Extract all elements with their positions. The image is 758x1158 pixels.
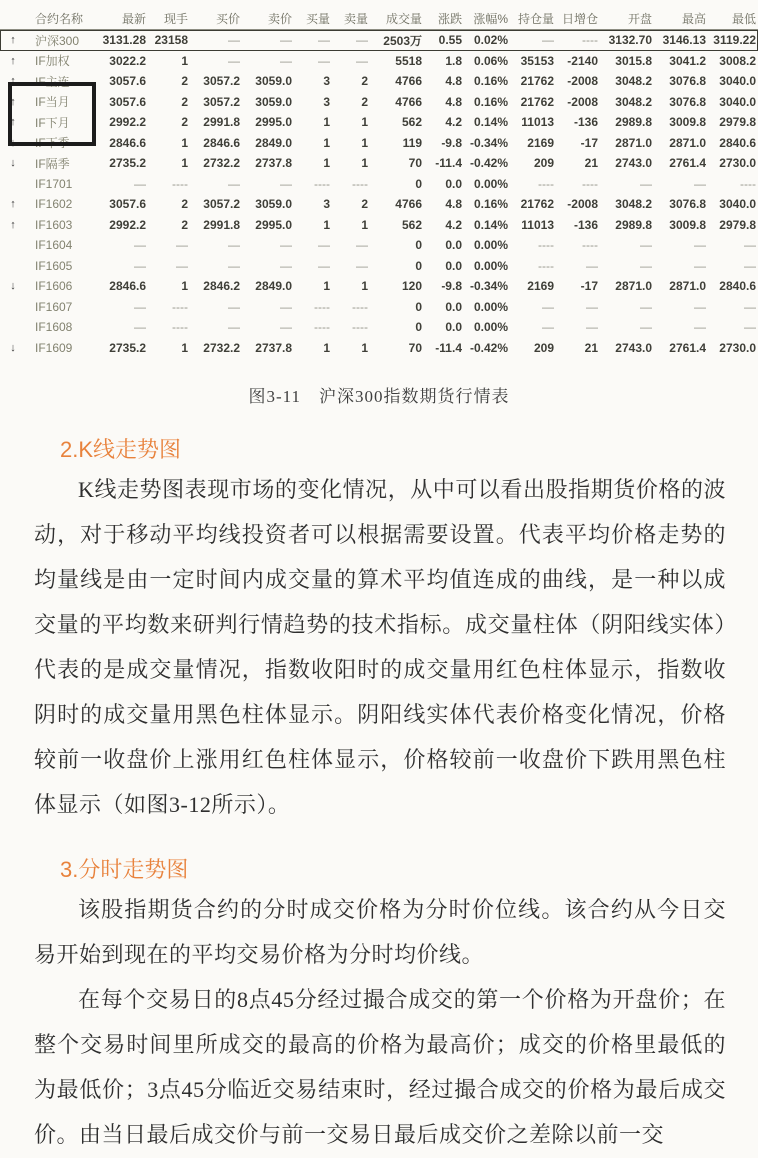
cell: 209: [533, 340, 554, 355]
table-row[interactable]: [0, 215, 758, 236]
cell: ----: [352, 176, 368, 191]
cell: 1: [181, 53, 188, 68]
cell: 0.14%: [473, 217, 508, 232]
section-timeshare: [34, 855, 726, 1157]
cell: 0.16%: [473, 197, 508, 212]
cell: 3057.2: [203, 94, 240, 109]
paragraph: 该股指期货合约的分时成交价格为分时价位线。该合约从今日交易开始到现在的平均交易价格为分时均价线。: [34, 897, 726, 967]
cell: —: [134, 238, 146, 253]
cell: 3040.0: [719, 74, 756, 89]
cell: 562: [401, 115, 422, 130]
cell: 2979.8: [719, 217, 756, 232]
column-header: 持仓量: [517, 12, 554, 26]
cell: 4766: [395, 197, 422, 212]
cell: 3057.6: [109, 74, 146, 89]
cell: 3059.0: [255, 197, 292, 212]
contract-name: IF1608: [35, 320, 73, 335]
contract-name: IF隔季: [35, 156, 70, 171]
cell: —: [318, 258, 330, 273]
cell: -17: [580, 279, 598, 294]
contract-name: IF1607: [35, 299, 73, 314]
section-kline: [34, 435, 726, 827]
cell: —: [356, 33, 368, 48]
cell: 2992.2: [109, 115, 146, 130]
cell: —: [134, 258, 146, 273]
column-header: 涨幅%: [473, 12, 508, 26]
cell: 2992.2: [109, 217, 146, 232]
cell: —: [228, 299, 240, 314]
column-header: 卖量: [343, 12, 368, 26]
cell: 70: [408, 340, 422, 355]
cell: 3015.8: [615, 53, 652, 68]
cell: 4.8: [445, 197, 462, 212]
cell: —: [640, 299, 652, 314]
cell: 2: [181, 217, 188, 232]
cell: 2871.0: [615, 279, 652, 294]
cell: 209: [533, 156, 554, 171]
column-header: 现手: [163, 12, 188, 26]
cell: 120: [401, 279, 422, 294]
cell: ----: [314, 320, 330, 335]
cell: 3041.2: [669, 53, 706, 68]
cell: ----: [538, 176, 554, 191]
cell: 0.0: [445, 238, 462, 253]
cell: 2761.4: [669, 340, 706, 355]
cell: -0.42%: [469, 156, 508, 171]
cell: —: [280, 238, 292, 253]
column-header: 买价: [215, 12, 240, 26]
cell: 1: [323, 115, 330, 130]
cell: 0.02%: [473, 33, 508, 48]
cell: 3040.0: [719, 197, 756, 212]
contract-name: IF当月: [35, 95, 70, 110]
table-row[interactable]: [0, 153, 758, 174]
cell: 2991.8: [203, 217, 240, 232]
cell: 1: [361, 156, 368, 171]
table-row[interactable]: [0, 133, 758, 154]
cell: ----: [352, 320, 368, 335]
cell: 2995.0: [255, 217, 292, 232]
cell: 23158: [154, 33, 188, 48]
cell: —: [542, 320, 554, 335]
cell: —: [744, 238, 756, 253]
cell: —: [542, 33, 554, 48]
cell: ----: [314, 176, 330, 191]
cell: 1: [181, 340, 188, 355]
cell: 3048.2: [615, 74, 652, 89]
cell: 1: [181, 135, 188, 150]
cell: 3076.8: [669, 74, 706, 89]
cell: -17: [580, 135, 598, 150]
cell: 3146.13: [662, 33, 706, 48]
cell: 3059.0: [255, 94, 292, 109]
cell: 1: [181, 156, 188, 171]
cell: 3: [323, 94, 330, 109]
cell: 1.8: [445, 53, 462, 68]
cell: 3076.8: [669, 197, 706, 212]
cell: -2008: [567, 197, 598, 212]
cell: 1: [323, 217, 330, 232]
table-row[interactable]: [0, 194, 758, 215]
column-header: 成交量: [385, 12, 422, 26]
cell: ----: [740, 176, 756, 191]
cell: -0.34%: [469, 279, 508, 294]
cell: 0.0: [445, 176, 462, 191]
cell: —: [134, 320, 146, 335]
cell: -11.4: [435, 340, 462, 355]
cell: 2743.0: [615, 156, 652, 171]
cell: 2: [181, 94, 188, 109]
cell: -0.34%: [469, 135, 508, 150]
cell: 2732.2: [203, 156, 240, 171]
contract-name: IF下月: [35, 115, 70, 130]
cell: —: [356, 238, 368, 253]
cell: 2737.8: [255, 340, 292, 355]
cell: 21762: [520, 94, 554, 109]
cell: —: [228, 258, 240, 273]
cell: —: [586, 258, 598, 273]
cell: —: [542, 299, 554, 314]
cell: 2: [181, 197, 188, 212]
cell: 3131.28: [102, 33, 146, 48]
cell: —: [356, 258, 368, 273]
cell: 2849.0: [255, 135, 292, 150]
cell: 3076.8: [669, 94, 706, 109]
cell: 2871.0: [669, 279, 706, 294]
cell: —: [228, 238, 240, 253]
figure-caption: [0, 382, 758, 407]
contract-name: IF主连: [35, 74, 70, 89]
cell: —: [176, 258, 188, 273]
cell: 3048.2: [615, 94, 652, 109]
cell: 0.55: [438, 33, 462, 48]
cell: 3057.6: [109, 94, 146, 109]
cell: 2: [181, 115, 188, 130]
up-arrow-icon: ↑: [10, 95, 16, 108]
up-arrow-icon: ↑: [10, 198, 16, 211]
cell: —: [280, 176, 292, 191]
table-row[interactable]: [0, 256, 758, 277]
cell: -0.42%: [469, 340, 508, 355]
column-header: 最低: [731, 12, 756, 26]
cell: 21762: [520, 197, 554, 212]
cell: 11013: [521, 217, 554, 232]
cell: 0.00%: [473, 258, 508, 273]
cell: —: [318, 238, 330, 253]
cell: 3022.2: [109, 53, 146, 68]
cell: —: [228, 176, 240, 191]
cell: 3008.2: [719, 53, 756, 68]
cell: 2846.6: [203, 135, 240, 150]
cell: 2871.0: [615, 135, 652, 150]
up-arrow-icon: ↑: [10, 34, 16, 47]
cell: -9.8: [441, 135, 462, 150]
body-text: [34, 435, 726, 1157]
table-row[interactable]: [0, 51, 758, 72]
cell: -2140: [567, 53, 598, 68]
contract-name: IF下季: [35, 136, 70, 151]
cell: 2846.6: [109, 135, 146, 150]
section-heading: 2.K线走势图: [60, 437, 182, 462]
cell: ----: [582, 238, 598, 253]
cell: —: [640, 238, 652, 253]
cell: 0: [415, 299, 422, 314]
column-header: 合约名称: [34, 12, 83, 26]
table-row[interactable]: [0, 112, 758, 133]
cell: 4.8: [445, 94, 462, 109]
cell: —: [744, 258, 756, 273]
contract-name: IF1606: [35, 279, 73, 294]
cell: ----: [582, 33, 598, 48]
cell: —: [694, 238, 706, 253]
cell: 2979.8: [719, 115, 756, 130]
cell: 1: [361, 279, 368, 294]
cell: ----: [538, 238, 554, 253]
cell: 4766: [395, 94, 422, 109]
cell: 1: [323, 156, 330, 171]
cell: 4766: [395, 74, 422, 89]
contract-name: IF1605: [35, 258, 73, 273]
figure-caption-label: 图3-11: [248, 387, 302, 406]
cell: -9.8: [441, 279, 462, 294]
cell: —: [744, 299, 756, 314]
cell: 3: [323, 74, 330, 89]
cell: —: [586, 320, 598, 335]
cell: 2: [361, 197, 368, 212]
cell: 2737.8: [255, 156, 292, 171]
cell: 2730.0: [719, 340, 756, 355]
cell: 3057.6: [109, 197, 146, 212]
contract-name: IF1701: [35, 176, 73, 191]
cell: 2730.0: [719, 156, 756, 171]
cell: ----: [172, 299, 188, 314]
cell: 0.0: [445, 320, 462, 335]
contract-name: IF1602: [35, 197, 73, 212]
cell: 5518: [395, 53, 422, 68]
cell: 2761.4: [669, 156, 706, 171]
cell: 2846.2: [203, 279, 240, 294]
down-arrow-icon: ↓: [10, 157, 16, 170]
cell: ----: [582, 176, 598, 191]
cell: 0: [415, 258, 422, 273]
column-header: 最新: [121, 12, 146, 26]
cell: —: [640, 176, 652, 191]
cell: 21: [584, 156, 598, 171]
cell: ----: [172, 320, 188, 335]
cell: 2743.0: [615, 340, 652, 355]
contract-name: IF1603: [35, 217, 73, 232]
down-arrow-icon: ↓: [10, 280, 16, 293]
down-arrow-icon: ↓: [10, 341, 16, 354]
cell: -11.4: [435, 156, 462, 171]
cell: 2871.0: [669, 135, 706, 150]
section-heading: 3.分时走势图: [60, 857, 189, 882]
up-arrow-icon: ↑: [10, 75, 16, 88]
cell: 2: [181, 74, 188, 89]
cell: -136: [573, 217, 598, 232]
cell: 2169: [527, 279, 554, 294]
cell: 1: [323, 340, 330, 355]
column-header: 卖价: [267, 12, 292, 26]
cell: —: [694, 299, 706, 314]
cell: —: [134, 299, 146, 314]
cell: —: [280, 299, 292, 314]
cell: 2995.0: [255, 115, 292, 130]
cell: 2840.6: [719, 279, 756, 294]
cell: 2840.6: [719, 135, 756, 150]
cell: 3048.2: [615, 197, 652, 212]
cell: 4.2: [445, 115, 462, 130]
cell: —: [228, 320, 240, 335]
cell: 3057.2: [203, 74, 240, 89]
contract-name: IF1604: [35, 238, 73, 253]
cell: 35153: [520, 53, 554, 68]
cell: —: [318, 53, 330, 68]
cell: 1: [361, 340, 368, 355]
contract-name: IF1609: [35, 340, 73, 355]
cell: 70: [408, 156, 422, 171]
up-arrow-icon: ↑: [10, 54, 16, 67]
futures-quote-table: [0, 8, 758, 358]
table-row[interactable]: [0, 92, 758, 113]
cell: 1: [323, 135, 330, 150]
cell: —: [280, 320, 292, 335]
table-row[interactable]: [0, 30, 758, 51]
cell: 562: [401, 217, 422, 232]
section-paragraphs: [34, 887, 726, 1157]
paragraph: 在每个交易日的8点45分经过撮合成交的第一个价格为开盘价；在整个交易时间里所成交的最高的价格为最高价；成交的价格里最低的为最低价；3点45分临近交易结束时，经过撮合成交的价格为最后成交价。由当日最后成交价与前一交易日最后成交价之差除以前一交: [34, 987, 726, 1147]
table-row[interactable]: [0, 317, 758, 338]
column-header: 买量: [305, 12, 330, 26]
table-row[interactable]: [0, 71, 758, 92]
cell: 0.00%: [473, 238, 508, 253]
cell: 1: [181, 279, 188, 294]
cell: —: [694, 320, 706, 335]
cell: 1: [361, 135, 368, 150]
cell: 3057.2: [203, 197, 240, 212]
table-body: [0, 30, 758, 358]
cell: 3040.0: [719, 94, 756, 109]
cell: 0.16%: [473, 74, 508, 89]
cell: 21: [584, 340, 598, 355]
cell: 2735.2: [109, 156, 146, 171]
cell: 119: [402, 135, 422, 150]
cell: ----: [538, 258, 554, 273]
cell: 0.0: [445, 258, 462, 273]
column-header: 日增仓: [561, 12, 598, 26]
table-row[interactable]: [0, 276, 758, 297]
down-arrow-icon: ↓: [10, 136, 16, 149]
cell: -136: [573, 115, 598, 130]
cell: 2846.6: [109, 279, 146, 294]
cell: 0.00%: [473, 176, 508, 191]
up-arrow-icon: ↑: [10, 116, 16, 129]
cell: 3: [323, 197, 330, 212]
cell: 2991.8: [203, 115, 240, 130]
cell: —: [228, 33, 240, 48]
cell: 0: [415, 238, 422, 253]
cell: 3059.0: [255, 74, 292, 89]
section-paragraphs: [34, 467, 726, 827]
cell: 3009.8: [669, 115, 706, 130]
cell: 3009.8: [669, 217, 706, 232]
cell: —: [176, 238, 188, 253]
cell: —: [640, 258, 652, 273]
cell: 2503万: [383, 33, 422, 48]
cell: -2008: [567, 94, 598, 109]
cell: 0.06%: [473, 53, 508, 68]
contract-name: 沪深300: [35, 33, 80, 48]
cell: 3132.70: [608, 33, 652, 48]
cell: ----: [172, 176, 188, 191]
cell: 2732.2: [203, 340, 240, 355]
cell: 2: [361, 74, 368, 89]
cell: —: [228, 53, 240, 68]
cell: 2989.8: [615, 217, 652, 232]
cell: 1: [323, 279, 330, 294]
cell: —: [280, 33, 292, 48]
paragraph: K线走势图表现市场的变化情况，从中可以看出股指期货价格的波动，对于移动平均线投资者可以根据需要设置。代表平均价格走势的均量线是由一定时间内成交量的算术平均值连成的曲线，是一种以成交量的平均数来研判行情趋势的技术指标。成交量柱体（阴阳线实体）代表的是成交量情况，指数收阳时的成交量用红色柱体显示，指数收阴时的成交量用黑色柱体显示。阴阳线实体代表价格变化情况，价格较前一收盘价上涨用红色柱体显示，价格较前一收盘价下跌用黑色柱体显示（如图3-12所示）。: [34, 477, 726, 817]
contract-name: IF加权: [35, 54, 70, 69]
cell: 0: [415, 320, 422, 335]
table-row[interactable]: [0, 297, 758, 318]
cell: —: [586, 299, 598, 314]
cell: —: [280, 258, 292, 273]
cell: ----: [314, 299, 330, 314]
cell: 0.00%: [473, 320, 508, 335]
cell: 4.2: [445, 217, 462, 232]
cell: 0.00%: [473, 299, 508, 314]
cell: —: [694, 258, 706, 273]
cell: -2008: [567, 74, 598, 89]
cell: 11013: [521, 115, 554, 130]
cell: —: [694, 176, 706, 191]
cell: 4.8: [445, 74, 462, 89]
table-header-row: [0, 8, 758, 30]
cell: —: [134, 176, 146, 191]
column-header: 开盘: [627, 12, 652, 26]
cell: 2169: [527, 135, 554, 150]
cell: —: [640, 320, 652, 335]
cell: 2849.0: [255, 279, 292, 294]
cell: 3119.22: [713, 33, 756, 48]
cell: 1: [361, 217, 368, 232]
cell: 0: [415, 176, 422, 191]
figure-caption-text: 沪深300指数期货行情表: [319, 387, 510, 406]
column-header: 涨跌: [437, 12, 462, 26]
cell: —: [280, 53, 292, 68]
cell: 0.16%: [473, 94, 508, 109]
table-row[interactable]: [0, 235, 758, 256]
cell: 0.14%: [473, 115, 508, 130]
cell: 21762: [520, 74, 554, 89]
table-row[interactable]: [0, 338, 758, 359]
cell: —: [356, 53, 368, 68]
cell: 2: [361, 94, 368, 109]
cell: —: [744, 320, 756, 335]
column-header: 最高: [681, 12, 706, 26]
cell: 0.0: [445, 299, 462, 314]
table-row[interactable]: [0, 174, 758, 195]
cell: 2735.2: [109, 340, 146, 355]
cell: ----: [352, 299, 368, 314]
cell: —: [318, 33, 330, 48]
cell: 1: [361, 115, 368, 130]
cell: 2989.8: [615, 115, 652, 130]
up-arrow-icon: ↑: [10, 218, 16, 231]
